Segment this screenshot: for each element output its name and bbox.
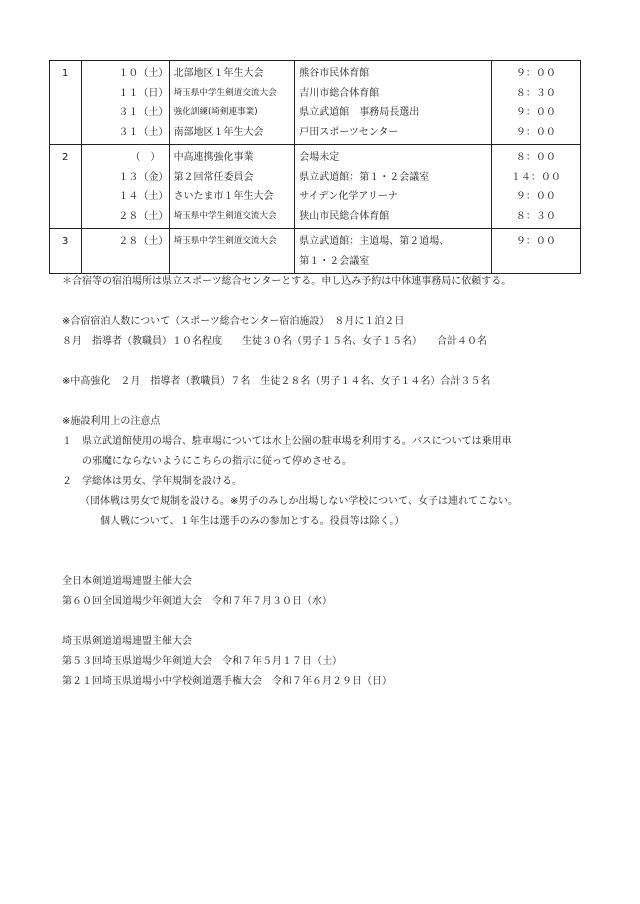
schedule-event: 南部地区１年生大会 bbox=[173, 126, 264, 138]
schedule-date: １４（土） bbox=[118, 191, 169, 202]
schedule-venue: 戸田スポーツセンター bbox=[299, 126, 399, 138]
schedule-time: ９：００ bbox=[515, 236, 556, 247]
pref-tournament-1: 第５３回埼玉県道場少年剣道大会 令和７年５月１７日（土） bbox=[62, 656, 342, 667]
schedule-venue: 狭山市民総合体育館 bbox=[299, 210, 390, 222]
pref-org-heading: 埼玉県剣道道場連盟主催大会 bbox=[62, 636, 192, 647]
schedule-no: 2 bbox=[62, 152, 69, 163]
note-facility-1b: の邪魔にならないようにこちらの指示に従って停めさせる。 bbox=[72, 456, 352, 467]
schedule-event-cell bbox=[169, 61, 295, 145]
note-chuko: ※中高強化 ２月 指導者（教職員）７名 生徒２８名（男子１４名、女子１４名）合計３５名 bbox=[62, 376, 491, 387]
schedule-event: 埼玉県中学生剣道交流大会 bbox=[173, 87, 277, 98]
schedule-venue: 第１・２会議室 bbox=[299, 255, 370, 267]
note-camp-title: ※合宿宿泊人数について（スポーツ総合センター宿泊施設） ８月に１泊２日 bbox=[62, 316, 405, 327]
schedule-venue: 吉川市総合体育館 bbox=[299, 87, 380, 99]
schedule-date: １３（金） bbox=[118, 171, 169, 183]
schedule-venue: 県立武道館：第１・２会議室 bbox=[299, 171, 430, 183]
schedule-row bbox=[50, 145, 581, 229]
schedule-event: 中高連携強化事業 bbox=[173, 152, 254, 163]
schedule-no-cell bbox=[50, 229, 82, 274]
national-org-heading: 全日本剣道道場連盟主催大会 bbox=[62, 576, 192, 587]
schedule-table bbox=[49, 60, 581, 274]
schedule-time: ９：００ bbox=[515, 191, 556, 202]
schedule-row bbox=[50, 61, 581, 145]
schedule-date: １０（土） bbox=[118, 68, 169, 79]
schedule-date-cell bbox=[82, 61, 169, 145]
schedule-event: 強化訓練(埼剣連事業) bbox=[173, 107, 258, 117]
note-camp-detail: ８月 指導者（教職員）１０名程度 生徒３０名（男子１５名、女子１５名） 合計４０名 bbox=[62, 336, 487, 347]
schedule-venue: サイデン化学アリーナ bbox=[299, 191, 398, 202]
schedule-time: ８：００ bbox=[515, 152, 556, 163]
schedule-venue: 会場未定 bbox=[299, 152, 340, 163]
schedule-no: 3 bbox=[62, 236, 69, 247]
schedule-time-cell bbox=[491, 61, 580, 145]
schedule-date: ２８（土） bbox=[118, 236, 169, 247]
pref-tournament-2: 第２１回埼玉県道場小中学校剣道選手権大会 令和７年６月２９日（日） bbox=[62, 676, 392, 687]
schedule-event-cell bbox=[169, 229, 295, 274]
schedule-venue: 県立武道館 事務局長選出 bbox=[299, 107, 420, 118]
schedule-event: 北部地区１年生大会 bbox=[173, 68, 264, 79]
schedule-time: ９：００ bbox=[515, 126, 556, 138]
schedule-row bbox=[50, 229, 581, 274]
schedule-event-cell bbox=[169, 145, 295, 229]
note-facility-2b: 個人戦について、１年生は選手のみの参加とする。役員等は除く。） bbox=[90, 516, 405, 527]
schedule-date: １１（日） bbox=[118, 87, 169, 99]
schedule-venue: 県立武道館：主道場、第２道場、 bbox=[299, 236, 450, 247]
schedule-time: １４：００ bbox=[510, 171, 561, 183]
schedule-date: （ ） bbox=[130, 152, 161, 163]
schedule-time: ９：００ bbox=[515, 68, 556, 79]
schedule-date: ２８（土） bbox=[118, 210, 169, 222]
schedule-time: ８：３０ bbox=[515, 210, 556, 222]
schedule-date-cell bbox=[82, 229, 169, 274]
schedule-venue-cell bbox=[295, 61, 492, 145]
schedule-date-cell bbox=[82, 145, 169, 229]
note-facility-title: ※施設利用上の注意点 bbox=[62, 416, 161, 427]
schedule-venue: 熊谷市民体育館 bbox=[299, 68, 370, 79]
note-facility-2a: （団体戦は男女で規制を設ける。※男子のみしか出場しない学校について、女子は連れてこない。 bbox=[80, 496, 518, 507]
schedule-event: 埼玉県中学生剣道交流大会 bbox=[173, 236, 277, 246]
schedule-no-cell bbox=[50, 145, 82, 229]
schedule-time-cell bbox=[491, 229, 580, 274]
schedule-event: さいたま市１年生大会 bbox=[173, 191, 274, 202]
schedule-time-cell bbox=[491, 145, 580, 229]
schedule-time: ９：００ bbox=[515, 107, 556, 118]
note-facility-1a: １ 県立武道館使用の場合、駐車場については水上公園の駐車場を利用する。バスについては乗用車 bbox=[62, 436, 512, 447]
national-tournament-1: 第６０回全国道場少年剣道大会 令和７年７月３０日（水） bbox=[62, 596, 332, 607]
schedule-date: ３１（土） bbox=[118, 107, 169, 118]
schedule-no: 1 bbox=[62, 68, 69, 79]
schedule-event: 埼玉県中学生剣道交流大会 bbox=[173, 210, 277, 221]
schedule-time: ８：３０ bbox=[515, 87, 556, 99]
schedule-no-cell bbox=[50, 61, 82, 145]
schedule-venue-cell bbox=[295, 145, 492, 229]
schedule-date: ３１（土） bbox=[118, 126, 169, 138]
schedule-venue-cell bbox=[295, 229, 492, 274]
note-lodging: ＊合宿等の宿泊場所は県立スポーツ総合センターとする。申し込み予約は中体連事務局に依頼する。 bbox=[62, 276, 512, 287]
note-facility-2: ２ 学総体は男女、学年規制を設ける。 bbox=[62, 476, 242, 487]
schedule-event: 第２回常任委員会 bbox=[173, 171, 254, 183]
